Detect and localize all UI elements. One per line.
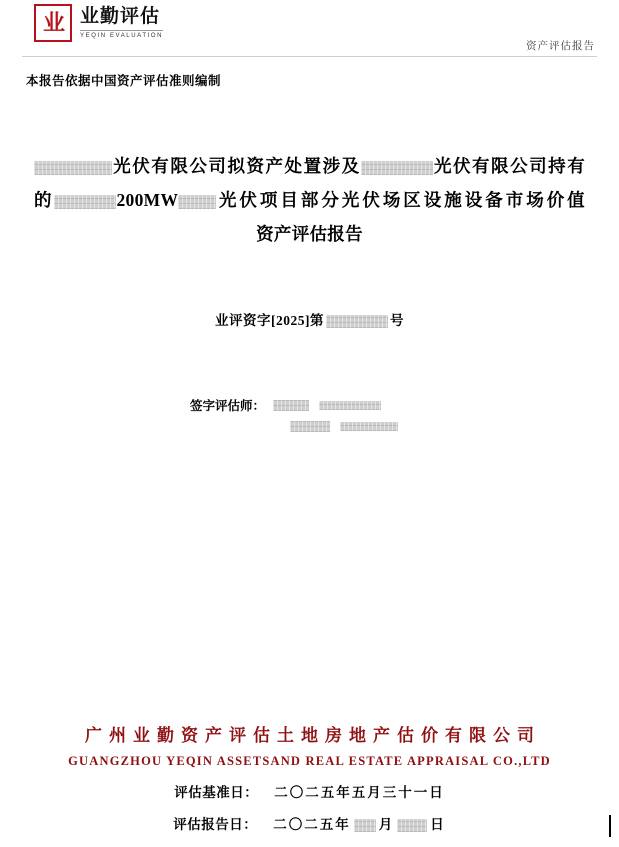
redacted-project-name [178, 195, 216, 209]
redacted-company-name-2 [361, 161, 433, 175]
report-date-value [273, 813, 446, 833]
company-name-cn: 广州业勤资产评估土地房地产估价有限公司 [85, 726, 541, 745]
report-title [34, 149, 585, 251]
redacted-document-number [326, 315, 388, 328]
report-title-line-3: 资产评估报告 [256, 224, 363, 244]
valuation-base-date-label: 评估基准日： [174, 785, 259, 800]
logo-name-cn: 业勤评估 [80, 6, 161, 28]
report-date-row [0, 813, 619, 833]
redacted-appraiser-name-1 [273, 400, 309, 411]
logo-text [80, 7, 163, 39]
report-title-line-2 [34, 183, 585, 217]
signature-row-1 [190, 395, 619, 415]
redacted-company-name-1 [34, 161, 112, 175]
title-text-1a: 光伏有限公司拟资产处置涉及 [112, 156, 361, 176]
redacted-report-day [397, 819, 427, 832]
valuation-base-date-row [0, 781, 619, 801]
redacted-appraiser-license-2 [340, 422, 398, 431]
document-number [0, 309, 619, 329]
redacted-appraiser-name-2 [290, 421, 330, 432]
signature-row-2 [190, 415, 619, 437]
redacted-appraiser-license-1 [319, 401, 381, 410]
document-footer [0, 721, 619, 833]
logo-mark-icon: 业 [34, 4, 72, 42]
report-date-day-unit: 日 [430, 817, 446, 832]
report-date-month-unit: 月 [378, 817, 395, 832]
report-date-label: 评估报告日： [173, 817, 258, 832]
title-text-1b: 光伏有限公司持有 [432, 156, 585, 176]
title-text-2b: 200MW [116, 190, 179, 210]
report-date-year: 二〇二五年 [273, 817, 351, 832]
logo-name-en: YEQIN EVALUATION [80, 30, 163, 39]
report-title-line-1 [34, 149, 585, 183]
valuation-base-date-value: 二〇二五年五月三十一日 [274, 785, 445, 800]
redacted-project-location [54, 195, 116, 209]
document-header [22, 0, 597, 57]
page-corner-mark [609, 815, 611, 837]
title-text-2c: 光伏项目部分光伏场区设施设备市场价值 [216, 190, 585, 210]
signature-section [0, 395, 619, 437]
brand-logo [34, 4, 163, 42]
redacted-report-month [354, 819, 376, 832]
header-document-type: 资产评估报告 [526, 41, 595, 52]
compliance-note: 本报告依据中国资产评估准则编制 [26, 74, 222, 88]
signature-label: 签字评估师： [190, 399, 266, 413]
company-name-en: GUANGZHOU YEQIN ASSETSAND REAL ESTATE APPRAISAL CO.,LTD [68, 754, 551, 768]
document-number-prefix: 业评资字[2025]第 [215, 313, 324, 328]
title-text-2a: 的 [34, 190, 55, 210]
document-number-suffix: 号 [390, 313, 404, 328]
